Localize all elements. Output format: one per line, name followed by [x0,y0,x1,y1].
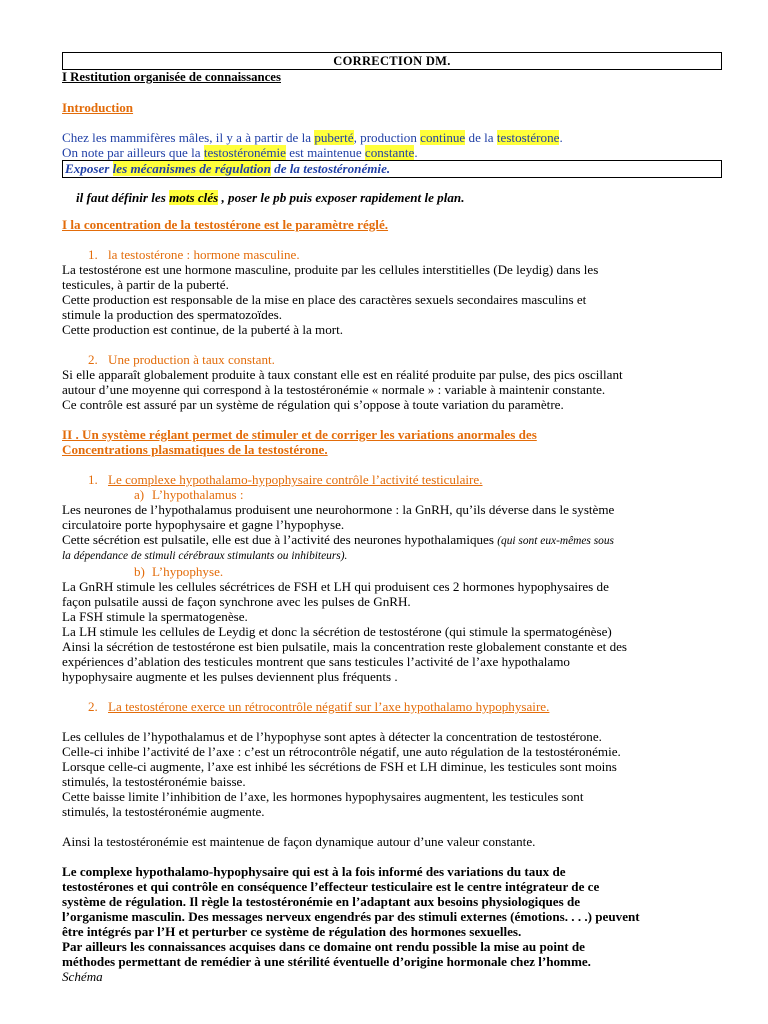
document-title: CORRECTION DM. [62,52,722,70]
part-2-subsection-2-title: 2. La testostérone exerce un rétrocontrôle négatif sur l’axe hypothalamo hypophysaire. [88,699,550,714]
schema-label: Schéma [62,969,103,984]
part-2-subsection-2-text: Les cellules de l’hypothalamus et de l’hypophyse sont aptes à détecter la concentration de testostérone. Celle-ci inhibe l’activité de l’axe : c’est un rétrocontrôle négatif, une auto régulation de la testostéronémie. Lorsque celle-ci augmente, l’axe est inhibé les sécrétions de FSH et LH diminue, les testicules sont moins stimulés, la testostéronémie baisse. Cette baisse limite l’inhibition de l’axe, les hormones hypophysaires augmentent, les testicules sont stimulés, la testostéronémie augmente. [62,729,621,819]
part-1-subsection-2-text: Si elle apparaît globalement produite à taux constant elle est en réalité produite par pulse, des pics oscillant autour d’une moyenne qui correspond à la testostéronémie « normale » : variable à maintenir constante. Ce contrôle est assuré par un système de régulation qui s’oppose à toute variation du paramètre. [62,367,623,412]
part-2-subsection-1-title: 1. Le complexe hypothalamo-hypophysaire contrôle l’activité testiculaire. [88,472,483,487]
intro-line-2: On note par ailleurs que la testostéronémie est maintenue constante. [62,145,418,160]
subsection-b-text: La GnRH stimule les cellules sécrétrices de FSH et LH qui produisent ces 2 hormones hypophysaires de façon pulsatile aussi de façon synchrone avec les pulses de GnRH. La FSH stimule la spermatogenèse. La LH stimule les cellules de Leydig et donc la sécrétion de testostérone (qui stimule la spermatogénèse) Ainsi la sécrétion de testostérone est bien pulsatile, mais la concentration reste globalement constante et des expériences d’ablation des testicules montrent que sans testicules l’activité de l’axe hypothalamo hypophysaire augmente et les pulses deviennent plus fréquents . [62,579,628,684]
document-page [62,52,722,984]
part-1-subsection-2-title: 2. Une production à taux constant. [88,352,275,367]
part-1-heading: I la concentration de la testostérone est le paramètre réglé. [62,217,389,232]
part-2-summary: Ainsi la testostéronémie est maintenue de façon dynamique autour d’une valeur constante. [62,834,536,849]
part-1-subsection-1-title: 1. la testostérone : hormone masculine. [88,247,300,262]
introduction-heading: Introduction [62,100,134,115]
problem-statement-box: Exposer les mécanismes de régulation de la testostéronémie. [62,160,722,178]
subsection-b-title: b) L’hypophyse. [134,564,224,579]
subsection-a-title: a) L’hypothalamus : [134,487,244,502]
subsection-a-text: Les neurones de l’hypothalamus produisent une neurohormone : la GnRH, qu’ils déverse dans le système circulatoire porte hypophysaire et gagne l’hypophyse. Cette sécrétion est pulsatile, elle est due à l’activité des neurones hypothalamiques (qui sont eux-mêmes sous la dépendance de stimuli cérébraux stimulants ou inhibiteurs). [62,502,615,562]
conclusion-paragraph: Le complexe hypothalamo-hypophysaire qui est à la fois informé des variations du taux de testostérones et qui contrôle en conséquence l’effecteur testiculaire est le centre intégrateur de ce système de régulation. Il règle la testostéronémie en l’adaptant aux besoins physiologiques de l’organisme masculin. Des messages nerveux engendrés par des stimuli externes (émotions. . . .) peuvent être intégrés par l’H et perturber ce système de régulation des hormones sexuelles. Par ailleurs les connaissances acquises dans ce domaine ont rendu possible la mise au point de méthodes permettant de remédier à une stérilité éventuelle d’origine hormonale chez l’homme. [62,864,640,969]
section-title: I Restitution organisée de connaissances [62,70,281,84]
part-1-subsection-1-text: La testostérone est une hormone masculine, produite par les cellules interstitielles (De leydig) dans les testicules, à partir de la puberté. Cette production est responsable de la mise en place des caractères sexuels secondaires masculins et stimule la production des spermatozoïdes. Cette production est continue, de la puberté à la mort. [62,262,599,337]
part-2-heading: II . Un système réglant permet de stimuler et de corriger les variations anormales des Concentrations plasmatiques de la testostérone. [62,427,537,457]
intro-line-1: Chez les mammifères mâles, il y a à partir de la puberté, production continue de la testostérone. [62,130,563,145]
method-hint: il faut définir les mots clés , poser le pb puis exposer rapidement le plan. [76,190,465,205]
